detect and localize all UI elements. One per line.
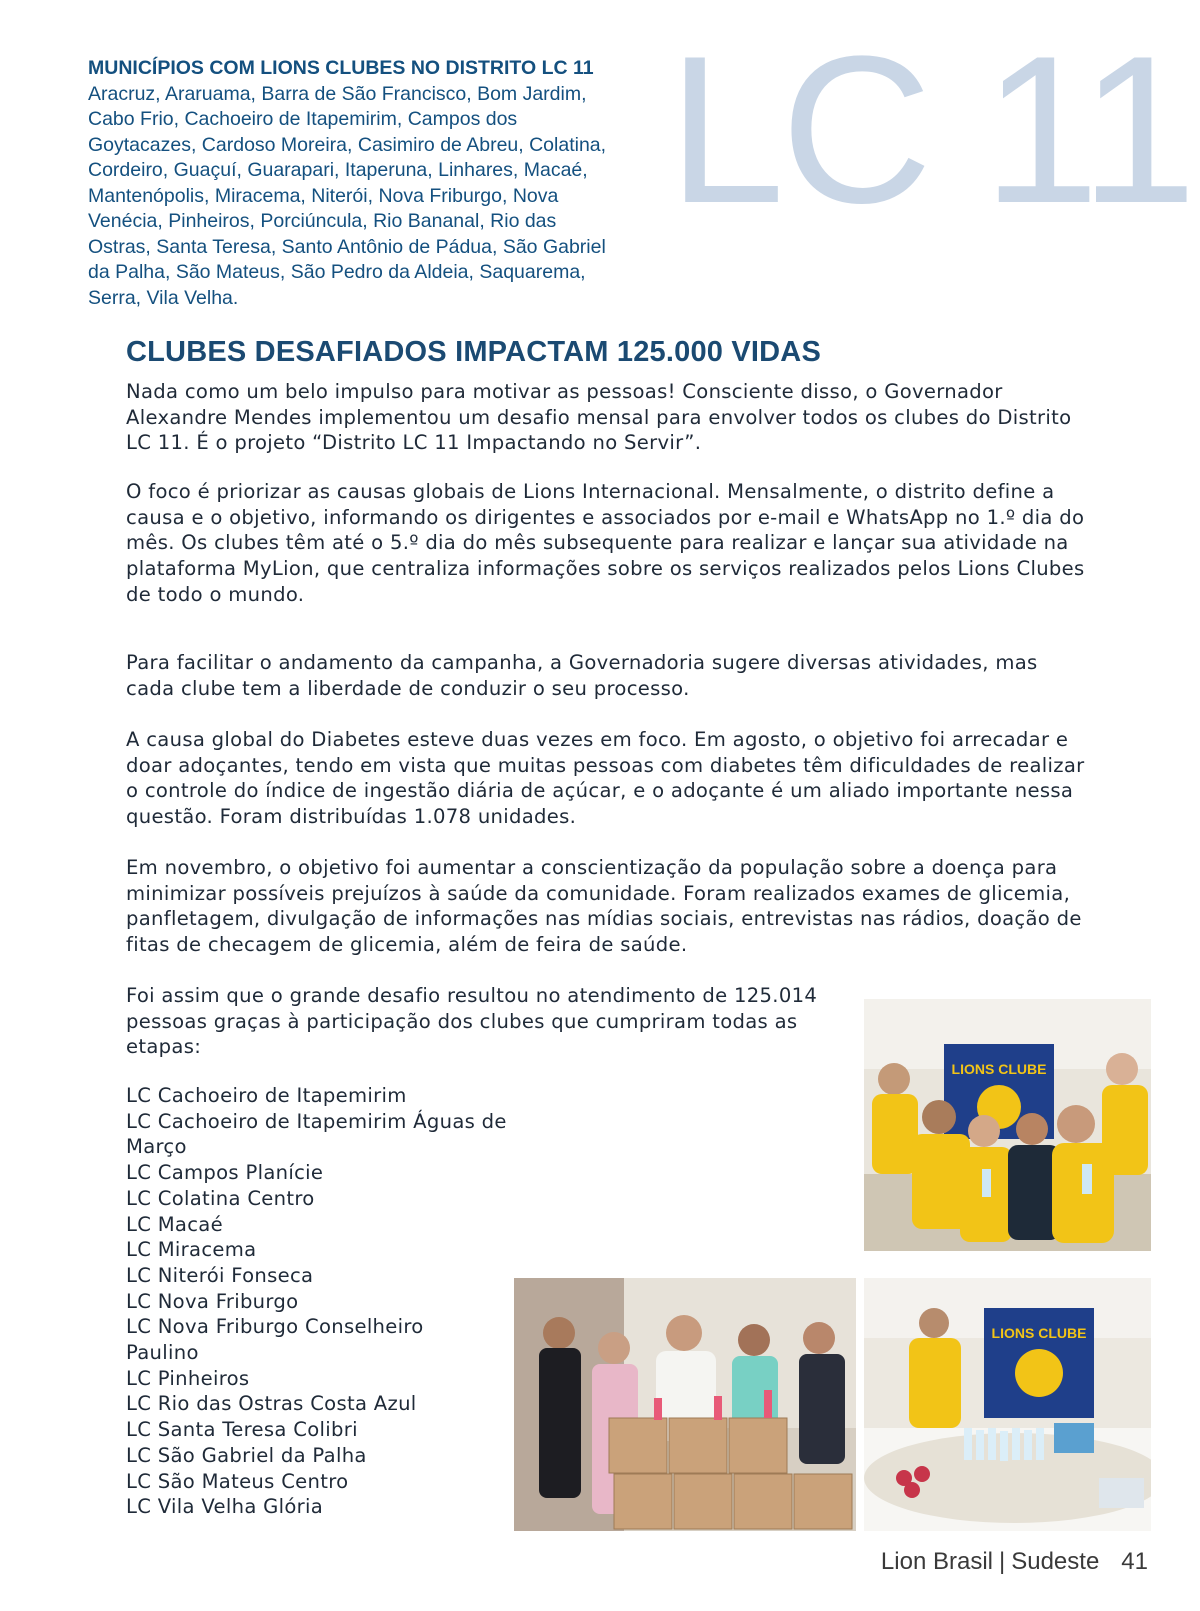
paragraph-focus: O foco é priorizar as causas globais de Lions Internacional. Mensalmente, o distrito define a causa e o objetivo, informando os dirigentes e associados por e-mail e WhatsApp no 1.º dia do mês. Os clubes têm até o 5.º dia do mês subsequente para realizar e lançar sua atividade na plataforma MyLion, que centraliza informações sobre os serviços realizados pelos Lions Clubes de todo o mundo. [126, 480, 1085, 606]
paragraph-campaign: Para facilitar o andamento da campanha, a Governadoria sugere diversas atividades, mas cada clube tem a liberdade de conduzir o seu processo. [126, 651, 1038, 700]
list-item: LC Santa Teresa Colibri [126, 1418, 358, 1442]
article-headline: CLUBES DESAFIADOS IMPACTAM 125.000 VIDAS [126, 336, 821, 368]
page-footer [881, 1548, 1148, 1576]
municipalities-title: MUNICÍPIOS COM LIONS CLUBES NO DISTRITO LC 11 [88, 57, 594, 79]
club-list [126, 1083, 546, 1520]
banner-text: LIONS CLUBE [951, 1061, 1047, 1077]
list-item: LC Miracema [126, 1238, 257, 1262]
photo-donation-boxes [514, 1278, 856, 1531]
list-item: LC Nova Friburgo Conselheiro Paulino [126, 1315, 424, 1365]
list-item: LC Pinheiros [126, 1366, 250, 1390]
photo-group-yellow-shirts-drawing [864, 999, 1151, 1251]
list-item: LC Nova Friburgo [126, 1289, 299, 1313]
district-watermark: LC 11 [668, 12, 1193, 247]
footer-separator: | [998, 1548, 1006, 1575]
list-item: LC Campos Planície [126, 1161, 324, 1185]
paragraph-intro: Nada como um belo impulso para motivar as pessoas! Consciente disso, o Governador Alexandre Mendes implementou um desafio mensal para envolver todos os clubes do Distrito LC 11. É o projeto “Distrito LC 11 Impactando no Servir”. [126, 380, 1072, 455]
footer-publication: Lion Brasil [880, 1548, 993, 1575]
paragraph-diabetes-august: A causa global do Diabetes esteve duas vezes em foco. Em agosto, o objetivo foi arrecadar e doar adoçantes, tendo em vista que muitas pessoas com diabetes têm dificuldades de realizar o controle do índice de ingestão diária de açúcar, e o adoçante é um aliado importante nessa questão. Foram distribuídas 1.078 unidades. [126, 728, 1085, 829]
list-item: LC Cachoeiro de Itapemirim Águas de Março [126, 1109, 507, 1159]
list-item: LC Vila Velha Glória [126, 1495, 324, 1519]
photo-bottles-banner-drawing [864, 1278, 1151, 1531]
footer-section: Sudeste [1011, 1548, 1100, 1575]
paragraph-result: Foi assim que o grande desafio resultou no atendimento de 125.014 pessoas graças à participação dos clubes que cumpriram todas as etapas: [126, 984, 818, 1059]
photo-donation-boxes-drawing [514, 1278, 856, 1531]
page-number: 41 [1121, 1548, 1148, 1575]
paragraph-diabetes-november: Em novembro, o objetivo foi aumentar a conscientização da população sobre a doença para minimizar possíveis prejuízos à saúde da comunidade. Foram realizados exames de glicemia, panfletagem, divulgação de informações nas mídias sociais, entrevistas nas rádios, doação de fitas de checagem de glicemia, além de feira de saúde. [126, 856, 1082, 957]
list-item: LC Colatina Centro [126, 1186, 315, 1210]
banner-text: LIONS CLUBE [991, 1325, 1087, 1341]
list-item: LC Cachoeiro de Itapemirim [126, 1084, 407, 1107]
municipalities-block [88, 56, 608, 311]
list-item: LC São Mateus Centro [126, 1469, 349, 1493]
list-item: LC São Gabriel da Palha [126, 1443, 367, 1467]
list-item: LC Macaé [126, 1212, 223, 1236]
list-item: LC Rio das Ostras Costa Azul [126, 1392, 417, 1416]
list-item: LC Niterói Fonseca [126, 1263, 314, 1287]
municipalities-list: Aracruz, Araruama, Barra de São Francisco, Bom Jardim, Cabo Frio, Cachoeiro de Itapemirim, Campos dos Goytacazes, Cardoso Moreira, Casimiro de Abreu, Colatina, Cordeiro, Guaçuí, Guarapari, Itaperuna, Linhares, Macaé, Mantenópolis, Miracema, Niterói, Nova Friburgo, Nova Venécia, Pinheiros, Porciúncula, Rio Bananal, Rio das Ostras, Santa Teresa, Santo Antônio de Pádua, São Gabriel da Palha, São Mateus, São Pedro da Aldeia, Saquarema, Serra, Vila Velha. [88, 82, 607, 309]
photo-bottles-banner [864, 1278, 1151, 1531]
photo-group-yellow-shirts [864, 999, 1151, 1251]
